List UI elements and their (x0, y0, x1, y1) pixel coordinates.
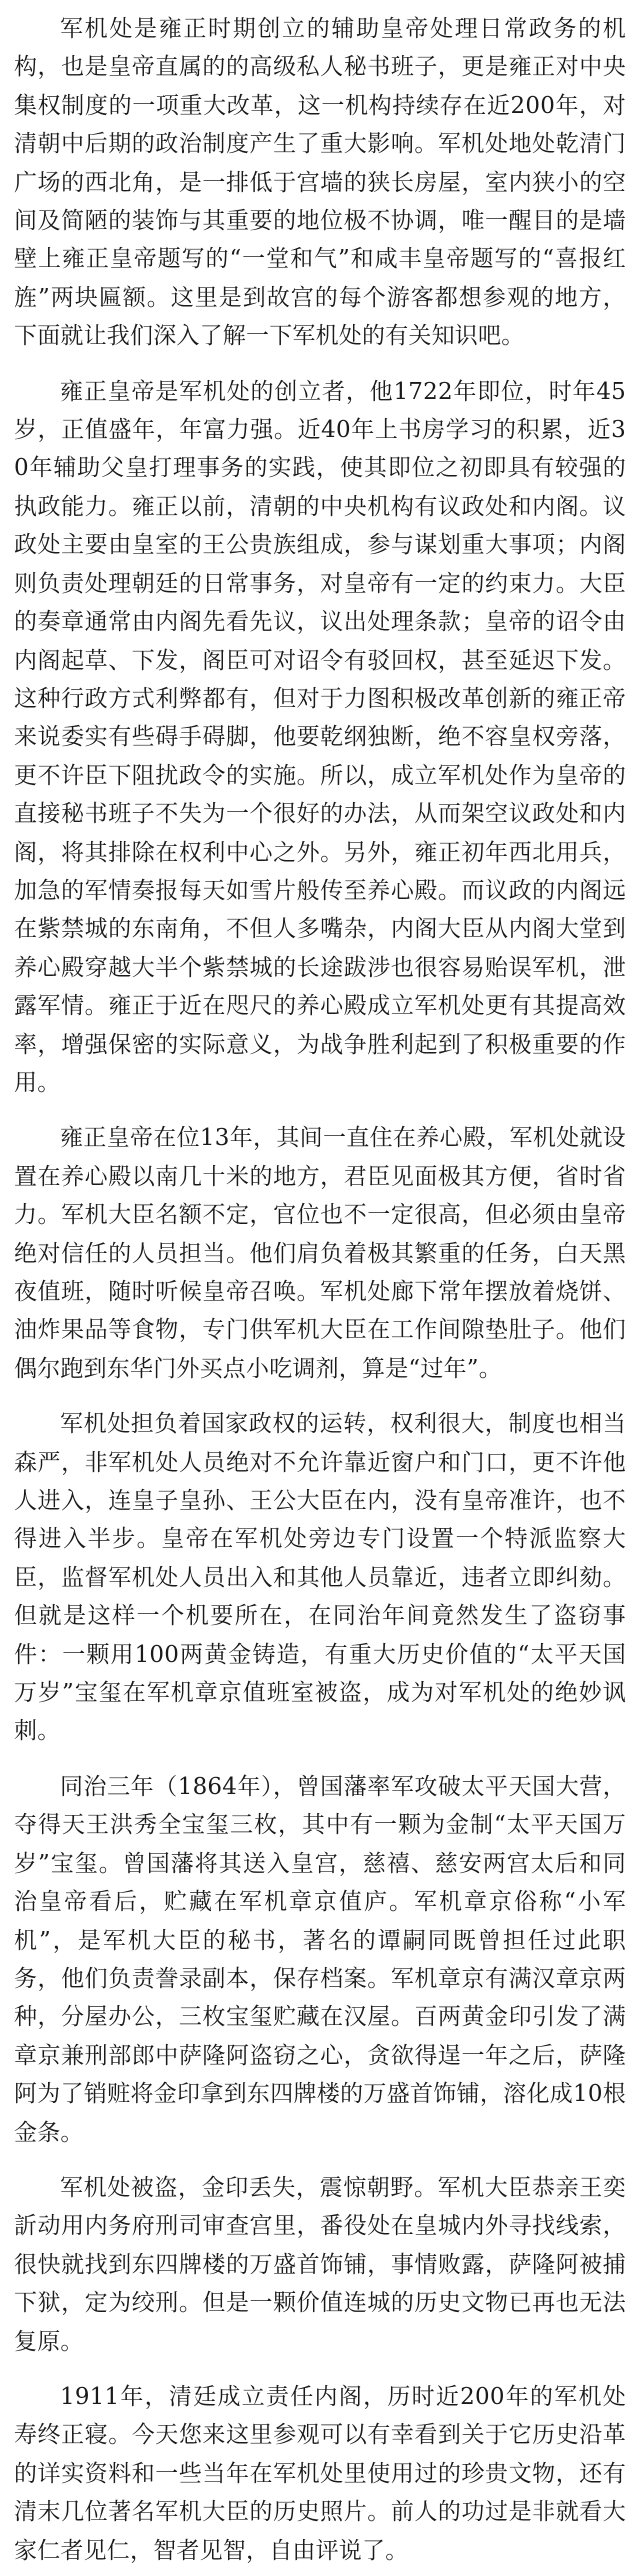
article-paragraph-3: 雍正皇帝在位13年，其间一直住在养心殿，军机处就设置在养心殿以南几十米的地方，君臣见面极其方便，省时省力。军机大臣名额不定，官位也不一定很高，但必须由皇帝绝对信任的人员担当。他们肩负着极其繁重的任务，白天黑夜值班，随时听候皇帝召唤。军机处廊下常年摆放着烧饼、油炸果品等食物，专门供军机大臣在工作间隙垫肚子。他们偶尔跑到东华门外买点小吃调剂，算是“过年”。 (14, 1125, 626, 1382)
article-paragraph-7: 1911年，清廷成立责任内阁，历时近200年的军机处寿终正寝。今天您来这里参观可以有幸看到关于它历史沿革的详实资料和一些当年在军机处里使用过的珍贵文物，还有清末几位著名军机大臣的历史照片。前人的功过是非就看大家仁者见仁，智者见智，自由评说了。 (14, 2383, 626, 2564)
article-paragraph-6: 军机处被盗，金印丢失，震惊朝野。军机大臣恭亲王奕訢动用内务府刑司审查宫里，番役处在皇城内外寻找线索，很快就找到东四牌楼的万盛首饰铺，事情败露，萨隆阿被捕下狱，定为绞刑。但是一颗价值连城的历史文物已再也无法复原。 (14, 2174, 626, 2355)
article-paragraph-2: 雍正皇帝是军机处的创立者，他1722年即位，时年45岁，正值盛年，年富力强。近40年上书房学习的积累，近30年辅助父皇打理事务的实践，使其即位之初即具有较强的执政能力。雍正以前，清朝的中央机构有议政处和内阁。议政处主要由皇室的王公贵族组成，参与谋划重大事项；内阁则负责处理朝廷的日常事务，对皇帝有一定的约束力。大臣的奏章通常由内阁先看先议，议出处理条款；皇帝的诏令由内阁起草、下发，阁臣可对诏令有驳回权，甚至延迟下发。这种行政方式利弊都有，但对于力图积极改革创新的雍正帝来说委实有些碍手碍脚，他要乾纲独断，绝不容皇权旁落，更不许臣下阻扰政令的实施。所以，成立军机处作为皇帝的直接秘书班子不失为一个很好的办法，从而架空议政处和内阁，将其排除在权利中心之外。另外，雍正初年西北用兵，加急的军情奏报每天如雪片般传至养心殿。而议政的内阁远在紫禁城的东南角，不但人多嘴杂，内阁大臣从内阁大堂到养心殿穿越大半个紫禁城的长途跋涉也很容易贻误军机，泄露军情。雍正于近在咫尺的养心殿成立军机处更有其提高效率，增强保密的实际意义，为战争胜利起到了积极重要的作用。 (14, 378, 626, 1096)
article-paragraph-1: 军机处是雍正时期创立的辅助皇帝处理日常政务的机构，也是皇帝直属的的高级私人秘书班子，更是雍正对中央集权制度的一项重大改革，这一机构持续存在近200年，对清朝中后期的政治制度产生了重大影响。军机处地处乾清门广场的西北角，是一排低于宫墙的狭长房屋，室内狭小的空间及简陋的装饰与其重要的地位极不协调，唯一醒目的是墙壁上雍正皇帝题写的“一堂和气”和咸丰皇帝题写的“喜报红旌”两块匾额。这里是到故宫的每个游客都想参观的地方，下面就让我们深入了解一下军机处的有关知识吧。 (14, 16, 626, 350)
article-paragraph-5: 同治三年（1864年），曾国藩率军攻破太平天国大营，夺得天王洪秀全宝玺三枚，其中有一颗为金制“太平天国万岁”宝玺。曾国藩将其送入皇宫，慈禧、慈安两宫太后和同治皇帝看后，贮藏在军机章京值庐。军机章京俗称“小军机”，是军机大臣的秘书，著名的谭嗣同既曾担任过此职务，他们负责誊录副本，保存档案。军机章京有满汉章京两种，分屋办公，三枚宝玺贮藏在汉屋。百两黄金印引发了满章京兼刑部郎中萨隆阿盗窃之心，贪欲得逞一年之后，萨隆阿为了销赃将金印拿到东四牌楼的万盛首饰铺，溶化成10根金条。 (14, 1773, 626, 2146)
article-paragraph-4: 军机处担负着国家政权的运转，权利很大，制度也相当森严，非军机处人员绝对不允许靠近窗户和门口，更不许他人进入，连皇子皇孙、王公大臣在内，没有皇帝准许，也不得进入半步。皇帝在军机处旁边专门设置一个特派监察大臣，监督军机处人员出入和其他人员靠近，违者立即纠劾。但就是这样一个机要所在，在同治年间竟然发生了盗窃事件：一颗用100两黄金铸造，有重大历史价值的“太平天国万岁”宝玺在军机章京值班室被盗，成为对军机处的绝妙讽刺。 (14, 1411, 626, 1745)
